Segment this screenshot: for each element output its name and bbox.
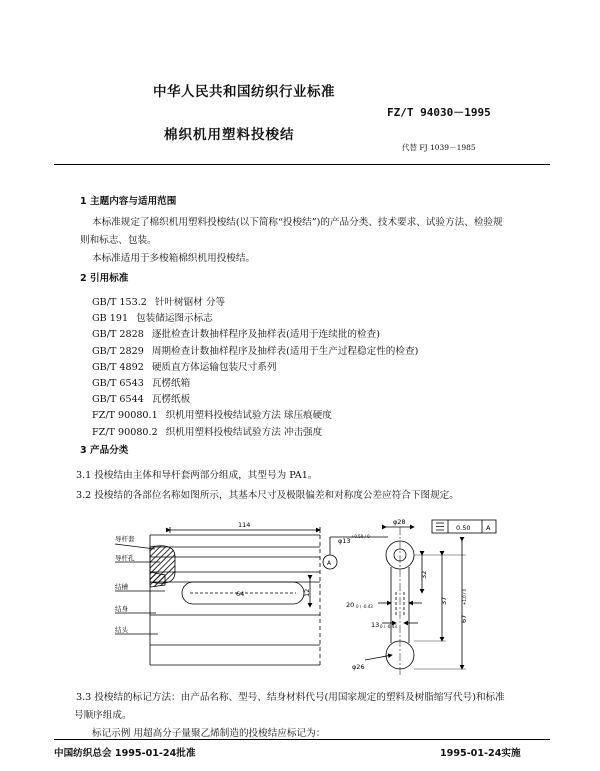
reference-title: 瓦楞纸板	[151, 394, 191, 406]
reference-item	[92, 407, 332, 421]
dim-slot-width: 12	[303, 588, 311, 597]
section-3-heading: 3 产品分类	[80, 445, 129, 456]
reference-code: GB/T 4892	[92, 361, 144, 373]
dim-slot-length: 64	[236, 590, 245, 598]
section-1-para-1b: 则和标志、包装。	[80, 235, 157, 246]
datum-a-letter: A	[327, 560, 332, 567]
label-body: 结身	[115, 605, 128, 613]
reference-title: 硬质直方体运输包装尺寸系列	[151, 361, 277, 373]
reference-item	[92, 294, 225, 308]
label-guide-sleeve: 导杆套	[115, 535, 135, 543]
section-1-para-1a: 本标准规定了棉织机用塑料投梭结(以下简称“投梭结”)的产品分类、技术要求、试验方法、检验规	[92, 217, 503, 228]
dim-phi28: φ28	[393, 518, 406, 526]
reference-title: 逐批检查计数抽样程序及抽样表(适用于连续批的检查)	[151, 329, 380, 341]
reference-item	[92, 359, 277, 373]
dim-37: 37	[440, 596, 448, 605]
dim-length: 114	[238, 521, 251, 529]
reference-item	[92, 343, 418, 357]
dim-32: 32	[420, 570, 428, 579]
reference-code: GB/T 6544	[92, 394, 144, 406]
dim-phi13: φ13	[338, 537, 351, 545]
body-outline	[150, 535, 320, 665]
reference-item	[92, 310, 213, 324]
reference-item	[92, 375, 190, 389]
reference-code: GB/T 153.2	[92, 297, 147, 308]
dim-phi13-tolerance: +0.50 / 0	[351, 534, 370, 539]
reference-title: 织机用塑料投梭结试验方法 冲击强度	[165, 426, 323, 438]
reference-item	[92, 391, 190, 405]
tolerance-datum: A	[486, 524, 491, 532]
clause-3-3a: 3.3 投梭结的标记方法：由产品名称、型号、结身材料代号(用国家规定的塑料及树脂缩写代号)和标准	[76, 692, 505, 703]
reference-title: 包装储运图示标志	[136, 313, 213, 325]
reference-title: 瓦楞纸箱	[151, 378, 191, 389]
label-neck: 结槽	[115, 583, 128, 591]
marking-example: 标记示例 用超高分子量聚乙烯制造的投梭结应标记为：	[92, 728, 326, 739]
dim-20: 20	[346, 601, 355, 609]
dim-67: 67	[460, 614, 468, 623]
symmetry-tolerance: 0.50	[456, 524, 471, 532]
section-1-para-2: 本标准适用于多梭箱棉织机用投梭结。	[92, 253, 256, 264]
reference-title: 周期检查计数抽样程序及抽样表(适用于生产过程稳定性的检查)	[151, 345, 419, 357]
reference-item	[92, 424, 322, 438]
implementation-date: 1995-01-24实施	[440, 748, 521, 759]
shuttle-picker-drawing	[110, 517, 510, 682]
clause-3-2: 3.2 投梭结的各部位名称如图所示，其基本尺寸及极限偏差和对称度公差应符合下图规定。	[76, 490, 459, 501]
reference-code: GB/T 6543	[92, 378, 144, 389]
dim-20-tolerance: 0 / -0.43	[356, 604, 373, 609]
footer-rule	[54, 739, 550, 740]
reference-code: GB 191	[92, 313, 129, 325]
issuing-org: 中华人民共和国纺织行业标准	[153, 84, 335, 100]
section-2-heading: 2 引用标准	[80, 273, 129, 284]
dim-67-tolerance: +1.0 / 0	[462, 588, 467, 605]
clause-3-3b: 号顺序组成。	[74, 710, 132, 721]
reference-item	[92, 326, 380, 340]
dim-13-tolerance: 0 / -0.43	[380, 624, 397, 629]
header-rule	[54, 164, 550, 165]
reference-title: 织机用塑料投梭结试验方法 球压痕硬度	[165, 410, 332, 422]
dim-13: 13	[371, 621, 380, 629]
reference-code: FZ/T 90080.1	[92, 410, 158, 422]
reference-code: GB/T 2829	[92, 345, 144, 357]
approval-info: 中国纺织总会 1995-01-24批准	[54, 748, 196, 759]
reference-code: GB/T 2828	[92, 329, 144, 341]
section-1-heading: 1 主题内容与适用范围	[80, 196, 177, 207]
reference-code: FZ/T 90080.2	[92, 426, 158, 438]
standard-number: FZ/T 94030－1995	[387, 106, 491, 119]
dim-phi26: φ26	[352, 663, 365, 671]
label-guide-hole: 导杆孔	[115, 554, 135, 562]
clause-3-1: 3.1 投梭结由主体和导杆套两部分组成，其型号为 PA1。	[76, 470, 318, 481]
label-head: 结头	[115, 626, 128, 634]
replaces-note: 代替 FJ 1039－1985	[402, 143, 476, 152]
reference-title: 针叶树锯材 分等	[154, 297, 226, 308]
document-title: 棉织机用塑料投梭结	[164, 127, 295, 143]
